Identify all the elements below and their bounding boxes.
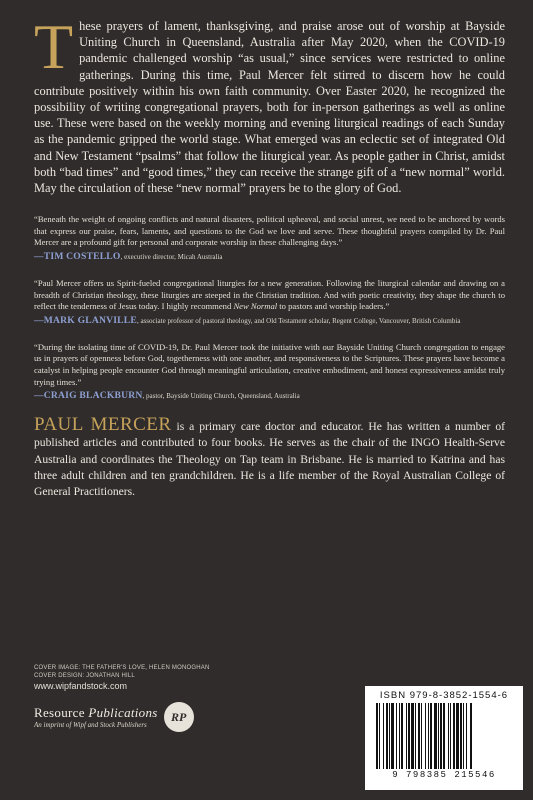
- endorsement-blackburn: [34, 342, 505, 401]
- barcode-bar: [408, 703, 410, 769]
- barcode-bar: [460, 703, 462, 769]
- endorsement-attribution: [34, 252, 505, 262]
- author-bio: [34, 414, 505, 500]
- endorsement-text: “Beneath the weight of ongoing conflicts and natural disasters, political upheaval, and social unrest, we need to be anchored by words that express our praise, fears, laments, and questions to the God we love and serve. These thoughtful prayers compiled by Dr. Paul Mercer are a profound gift for personal and corporate worship in these challenging days.”: [34, 214, 505, 248]
- endorser-role: , pastor, Bayside Uniting Church, Queensland, Australia: [142, 392, 300, 401]
- publisher-name-part: Resource: [34, 705, 89, 720]
- barcode-bar: [379, 703, 380, 769]
- barcode-bar: [401, 703, 403, 769]
- barcode-bar: [411, 703, 414, 769]
- cover-credits: [34, 664, 314, 680]
- endorser-role: , executive director, Micah Australia: [120, 253, 223, 262]
- endorsement-text-part: to pastors and worship leaders.”: [277, 301, 390, 312]
- publisher-footer: [34, 664, 314, 732]
- cover-image-credit: COVER IMAGE: THE FATHER'S LOVE, HELEN MONOGHAN: [34, 665, 210, 671]
- publisher-imprint: [34, 702, 314, 732]
- publisher-name-italic: Publications: [88, 705, 158, 720]
- barcode-bar: [438, 703, 439, 769]
- drop-cap: T: [34, 11, 74, 82]
- endorsement-costello: [34, 214, 505, 262]
- intro-text: hese prayers of lament, thanksgiving, and praise arose out of worship at Bayside Uniting Church in Queensland, Australia after May 2020, when the COVID-19 pandemic challenged worship “as usual,” since services were restricted to online gatherings. During this time, Paul Mercer felt stirred to discern how he could contribute positively within his own faith community. Over Easter 2020, he recognized the possibility of writing congregational prayers, both for in-person gatherings as well as online use. These were based on the weekly morning and evening liturgical readings of each Sunday as the pandemic gripped the world stage. What emerged was an eclectic set of integrated Old and New Testament “psalms” that follow the liturgical year. As people gather in Christ, amidst both “bad times” and “good times,” they can receive the strange gift of a “new normal” world. May the circulation of these “new normal” prayers be to the glory of God.: [34, 19, 505, 196]
- barcode-bar: [466, 703, 467, 769]
- isbn-digits: 9 798385 215546: [392, 770, 496, 780]
- barcode-bar: [406, 703, 407, 769]
- barcode-bar: [389, 703, 390, 769]
- barcode-bar: [399, 703, 400, 769]
- endorsement-attribution: [34, 316, 505, 326]
- barcode-bar: [440, 703, 442, 769]
- barcode-bar: [396, 703, 397, 769]
- barcode-icon: [374, 703, 514, 769]
- publisher-text: [34, 705, 158, 729]
- publisher-name: [34, 705, 158, 721]
- barcode-bar: [425, 703, 426, 769]
- book-title-italic: New Normal: [233, 301, 278, 312]
- endorsement-text-part: “Paul Mercer offers us Spirit-fueled congregational liturgies for a new generation. Following the liturgical calendar and drawing on a breadth of Christian theology, these liturgies are steeped in the Christian tradition. And with poetic creativity, they shape the church to reflect the tenderness of Jesus today. I highly recommend: [34, 278, 505, 312]
- barcode-bar: [434, 703, 437, 769]
- endorsements: [34, 214, 505, 401]
- endorser-name: —CRAIG BLACKBURN: [34, 390, 143, 402]
- barcode-bar: [448, 703, 449, 769]
- barcode-bar: [453, 703, 455, 769]
- barcode-bar: [430, 703, 432, 769]
- barcode-bar: [450, 703, 451, 769]
- barcode-bar: [421, 703, 422, 769]
- barcode-bar: [428, 703, 429, 769]
- isbn-barcode: [365, 686, 523, 790]
- barcode-bar: [391, 703, 394, 769]
- barcode-bar: [418, 703, 420, 769]
- barcode-bar: [443, 703, 445, 769]
- endorsement-attribution: [34, 391, 505, 401]
- endorser-name: —MARK GLANVILLE: [34, 314, 137, 326]
- publisher-website: www.wipfandstock.com: [34, 681, 128, 691]
- barcode-bar: [386, 703, 388, 769]
- barcode-bar: [415, 703, 416, 769]
- barcode-bar: [470, 703, 472, 769]
- barcode-bar: [463, 703, 464, 769]
- barcode-bar: [456, 703, 459, 769]
- publisher-subtitle: An imprint of Wipf and Stock Publishers: [34, 721, 147, 729]
- endorser-role: , associate professor of pastoral theology, and Old Testament scholar, Regent College, Vancouver, British Columbia: [136, 316, 461, 325]
- barcode-bar: [383, 703, 384, 769]
- endorsement-text: [34, 278, 505, 313]
- endorser-name: —TIM COSTELLO: [34, 251, 121, 263]
- bio-text: is a primary care doctor and educator. He has written a number of published articles and contributed to four books. He serves as the chair of the INGO Health-Serve Australia and coordinates the Theology on Tap team in Brisbane. He is married to Katrina and has three adult children and ten grandchildren. He is a life member of the Royal Australian College of General Practitioners.: [34, 420, 505, 498]
- rp-logo-icon: RP: [164, 702, 194, 732]
- intro-blurb: [34, 11, 505, 196]
- endorsement-text: “During the isolating time of COVID-19, Dr. Paul Mercer took the initiative with our Bayside Uniting Church congregation to engage us in prayers of openness before God, togetherness with one another, and responsiveness to the Scriptures. These prayers have become a catalyst in helping people encounter God through meaningful articulation, creative embodiment, and honest expressiveness amidst truly trying times.”: [34, 341, 505, 387]
- barcode-bar: [376, 703, 378, 769]
- author-name: PAUL MERCER: [34, 414, 172, 436]
- isbn-label: ISBN 979-8-3852-1554-6: [379, 690, 509, 701]
- endorsement-glanville: [34, 278, 505, 326]
- cover-design-credit: COVER DESIGN: JONATHAN HILL: [34, 673, 135, 679]
